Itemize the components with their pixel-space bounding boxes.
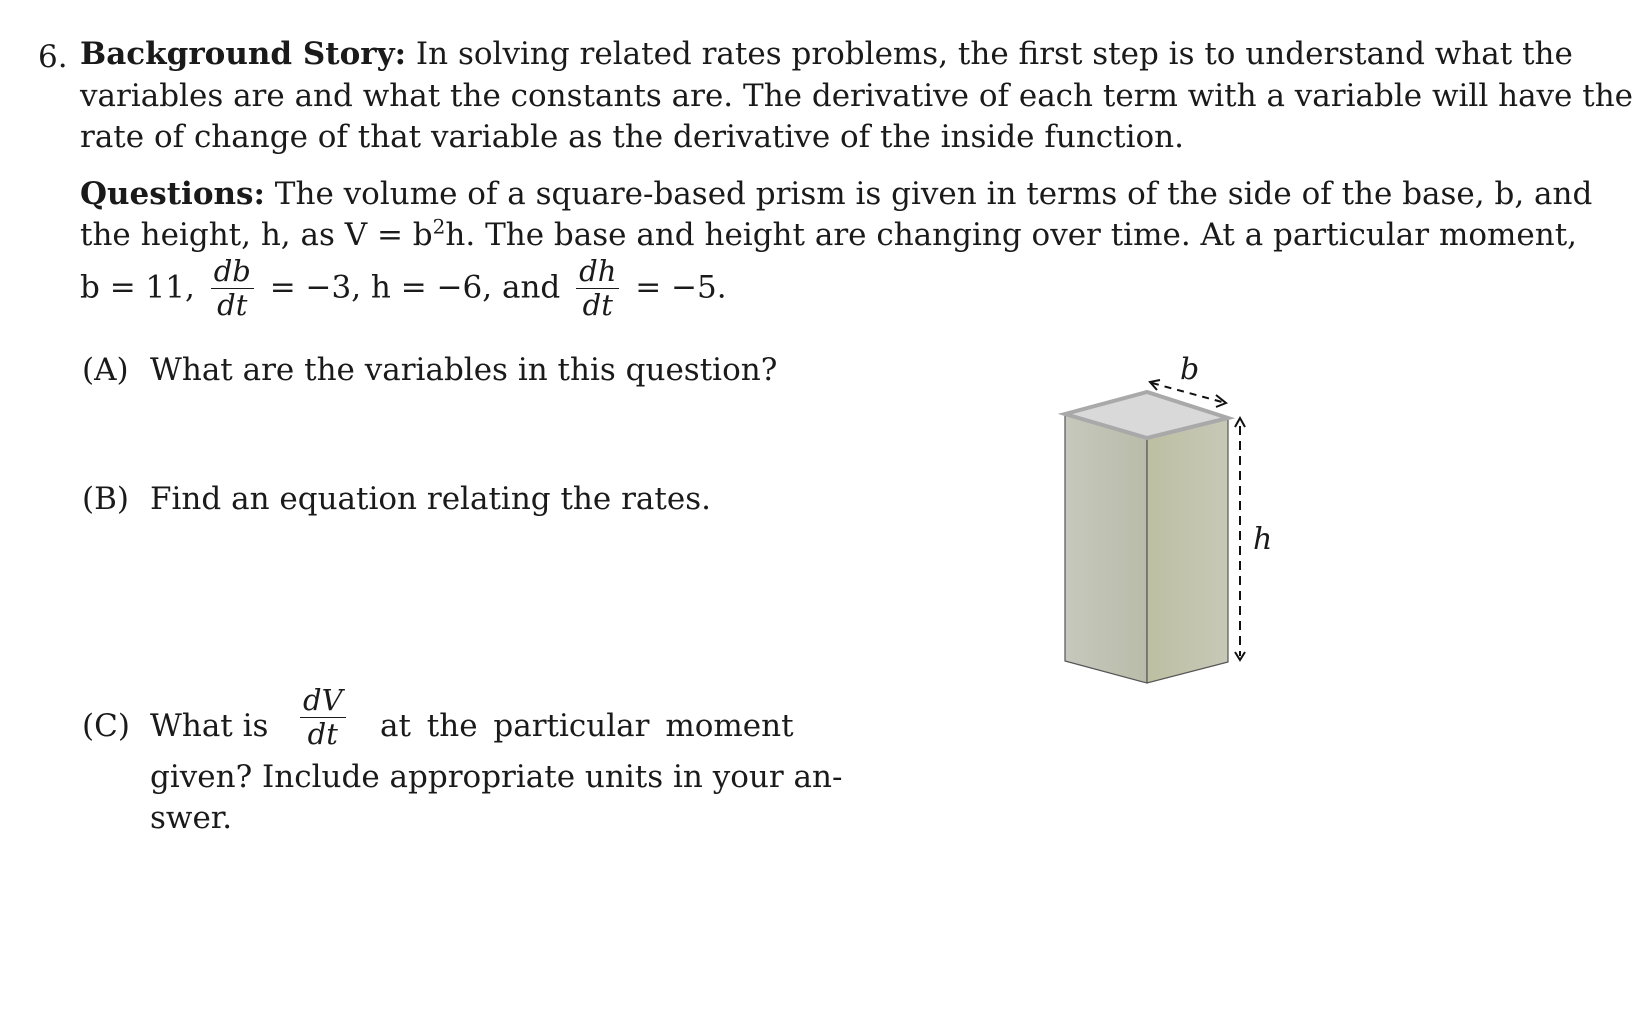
part-b-text: Find an equation relating the rates. [150,481,711,517]
given-b: b = 11, [80,269,195,306]
prism-left-face [1065,414,1147,683]
dv-denominator: dt [300,717,346,751]
dh-dt-fraction [576,255,619,323]
part-c-line-2: given? Include appropriate units in your an- [150,759,843,795]
part-a-label: (A) [82,352,129,388]
db-dt-fraction [211,255,254,323]
questions-text-1: The volume of a square-based prism is given in terms of the side of the base, b, and [274,176,1593,212]
given-db-value: = −3, h = −6, and [269,269,561,306]
db-numerator: db [213,254,251,288]
story-text-1: In solving related rates problems, the first step is to understand what the [415,36,1573,72]
story-line-2: variables are and what the constants are. The derivative of each term with a variable will have the [80,78,1634,114]
height-arrow-up-icon [1235,418,1245,427]
base-label: b [1180,352,1200,387]
prism-figure [1050,350,1350,710]
exponent: 2 [432,214,446,239]
questions-text-2a: the height, h, as V = b [80,217,433,253]
story-line-3: rate of change of that variable as the derivative of the inside function. [80,119,1184,155]
part-c-label: (C) [82,708,130,744]
dv-numerator: dV [303,683,343,717]
part-c-line-3: swer. [150,800,233,836]
dh-denominator: dt [576,288,619,322]
dv-dt-fraction [300,684,346,752]
given-values [80,255,727,323]
part-c-what: What is [150,708,269,744]
given-dh-value: = −5. [635,269,727,306]
story-line-1 [80,36,1573,72]
questions-label: Questions: [80,176,265,212]
questions-text-2b: h. The base and height are changing over time. At a particular moment, [445,217,1578,253]
part-a-text: What are the variables in this question? [150,352,778,388]
problem-number: 6. [38,39,68,75]
questions-line-2 [80,214,1578,253]
db-denominator: dt [211,288,254,322]
prism-right-face [1147,418,1228,683]
questions-line-1 [80,176,1593,212]
height-label: h [1253,522,1273,557]
part-c-rest: at the particular moment [380,708,794,744]
dh-numerator: dh [579,254,617,288]
part-b-label: (B) [82,481,129,517]
story-label: Background Story: [80,36,407,72]
